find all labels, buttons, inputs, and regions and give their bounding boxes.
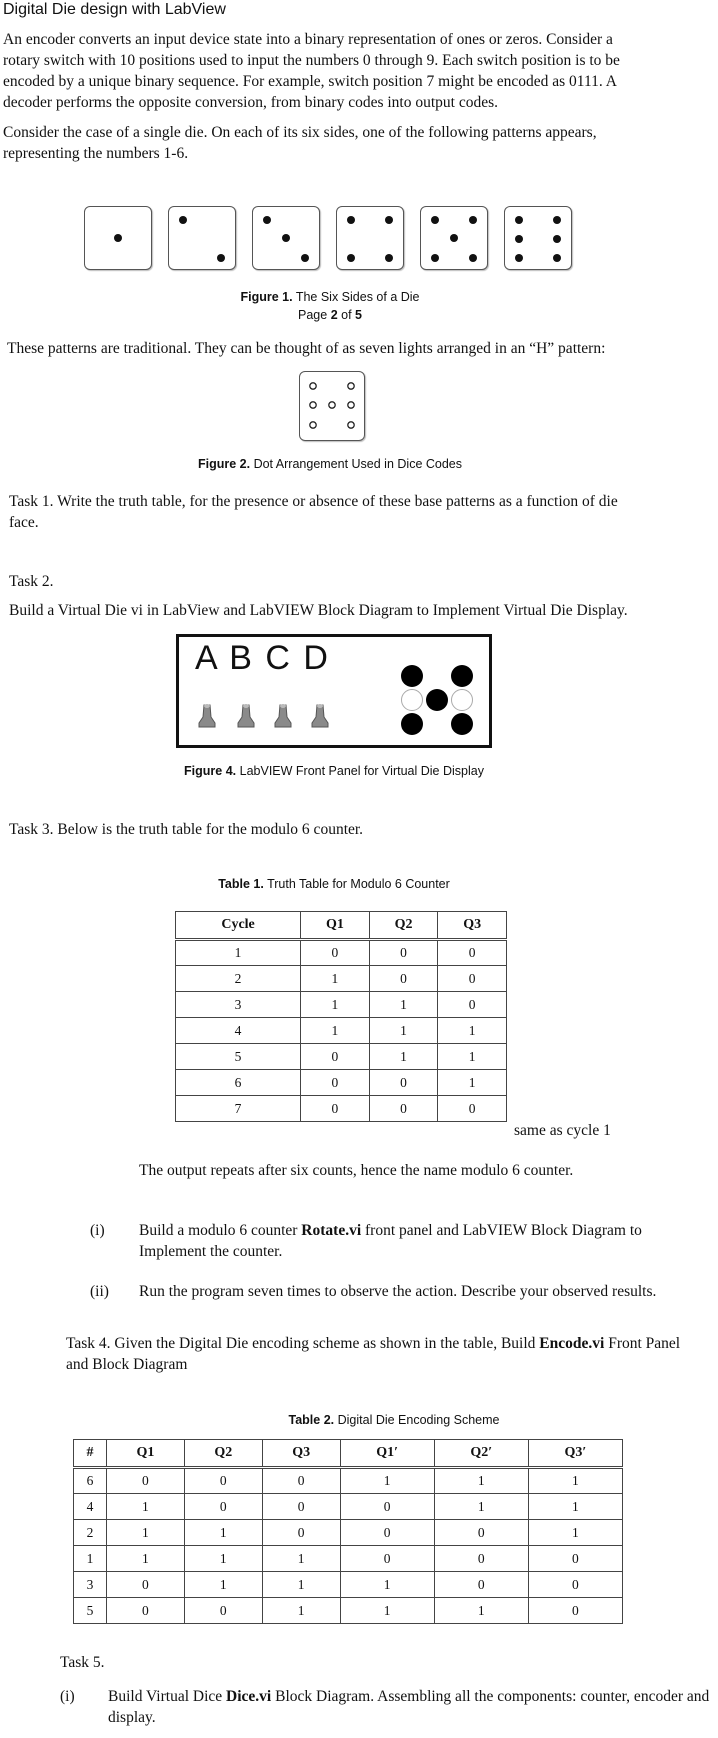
figure-2-caption: Figure 2. Dot Arrangement Used in Dice Codes — [197, 457, 462, 471]
table-cell: 1 — [369, 1044, 438, 1070]
table-cell: 1 — [369, 992, 438, 1018]
die-dot — [385, 216, 393, 224]
table-cell: 6 — [74, 1468, 107, 1494]
table-row — [74, 1468, 623, 1494]
table-cell: 0 — [262, 1494, 340, 1520]
task-3-item-1-num: (i) — [90, 1222, 105, 1239]
table-cell: 4 — [74, 1494, 107, 1520]
die-dot — [301, 254, 309, 262]
table-row — [176, 992, 507, 1018]
table-cell: 0 — [369, 1070, 438, 1096]
die-face-3 — [252, 206, 320, 270]
table-cell: 0 — [369, 966, 438, 992]
table-header: Q1 — [301, 912, 370, 940]
table-cell: 0 — [106, 1598, 184, 1624]
table-row — [176, 940, 507, 966]
table-cell: 1 — [301, 966, 370, 992]
table-cell: 1 — [434, 1494, 528, 1520]
intro-paragraph: An encoder converts an input device state into a binary representation of ones or zeros. Consider a rotary switch with 10 positions used to input the numbers 0 through 9. Each switch position is to be encoded by a unique binary sequence. For example, switch position 7 might be encoded as 0111. A decoder performs the opposite conversion, from binary codes into output codes. — [3, 31, 620, 111]
table-cell: 2 — [74, 1520, 107, 1546]
table-header: Q1′ — [340, 1440, 434, 1468]
table-cell: 0 — [528, 1598, 622, 1624]
led-center — [426, 689, 448, 711]
table-row — [176, 1070, 507, 1096]
die-dot — [553, 254, 561, 262]
table-row — [74, 1598, 623, 1624]
task-2-heading: Task 2. — [9, 573, 54, 590]
table-cell: 6 — [176, 1070, 301, 1096]
led-mid-right — [451, 689, 473, 711]
table-cell: 0 — [262, 1520, 340, 1546]
table-cell: 0 — [438, 966, 507, 992]
table-cell: 1 — [438, 1070, 507, 1096]
led-bottom-left — [401, 713, 423, 735]
table-cell: 0 — [184, 1494, 262, 1520]
table-cell: 7 — [176, 1096, 301, 1122]
table-cell: 0 — [106, 1468, 184, 1494]
figure-1-caption-text: The Six Sides of a Die — [295, 290, 420, 304]
page-current: 2 — [330, 308, 338, 322]
page-total: 5 — [355, 308, 362, 322]
task-3: Task 3. Below is the truth table for the modulo 6 counter. — [9, 821, 364, 838]
table-cell: 1 — [528, 1520, 622, 1546]
table-cell: 0 — [262, 1468, 340, 1494]
die-dot — [515, 254, 523, 262]
die-dot — [114, 234, 122, 242]
die-face-4 — [336, 206, 404, 270]
table-cell: 0 — [434, 1572, 528, 1598]
table-row — [176, 1044, 507, 1070]
indicator-bulb-icon — [197, 703, 217, 729]
die-dot — [263, 216, 271, 224]
die-dot — [469, 254, 477, 262]
table-cell: 0 — [340, 1494, 434, 1520]
figure-2-h-pattern — [299, 371, 365, 441]
table-cell: 1 — [184, 1520, 262, 1546]
indicator-bulb-icon — [310, 703, 330, 729]
table-1-note: same as cycle 1 — [514, 1122, 611, 1139]
patterns-paragraph: These patterns are traditional. They can be thought of as seven lights arranged in an “H” pattern: — [7, 340, 606, 357]
table-cell: 3 — [176, 992, 301, 1018]
table-cell: 0 — [301, 940, 370, 966]
figure-4-caption: Figure 4. LabVIEW Front Panel for Virtual Die Display — [184, 764, 484, 778]
task-3-item-2: Run the program seven times to observe the action. Describe your observed results. — [139, 1283, 657, 1300]
table-cell: 1 — [438, 1018, 507, 1044]
table-cell: 1 — [184, 1572, 262, 1598]
table-row — [176, 1018, 507, 1044]
table-cell: 0 — [438, 992, 507, 1018]
table-2-encoding-scheme — [73, 1439, 623, 1624]
table-header: Q2′ — [434, 1440, 528, 1468]
table-header: Q1 — [106, 1440, 184, 1468]
die-dot — [179, 216, 187, 224]
page-title: Digital Die design with LabView — [3, 1, 226, 18]
table-header: Q2 — [184, 1440, 262, 1468]
table-cell: 0 — [528, 1572, 622, 1598]
task-5-item: Build Virtual Dice Dice.vi Block Diagram. Assembling all the components: counter, encoder and display. — [108, 1688, 710, 1726]
table-1-modulo-counter — [175, 911, 507, 1122]
die-dot — [515, 235, 523, 243]
task-3-item-1: Build a modulo 6 counter Rotate.vi front panel and LabVIEW Block Diagram to Implement the counter. — [139, 1222, 642, 1260]
table-row — [74, 1520, 623, 1546]
led-top-right — [451, 665, 473, 687]
table-cell: 0 — [184, 1598, 262, 1624]
table-cell: 0 — [301, 1070, 370, 1096]
die-paragraph: Consider the case of a single die. On each of its six sides, one of the following patterns appears, representing the numbers 1-6. — [3, 124, 597, 162]
table-cell: 3 — [74, 1572, 107, 1598]
table-cell: 0 — [301, 1044, 370, 1070]
table-cell: 1 — [528, 1468, 622, 1494]
led-bottom-right — [451, 713, 473, 735]
table-cell: 1 — [184, 1546, 262, 1572]
table-cell: 1 — [528, 1494, 622, 1520]
die-dot — [347, 254, 355, 262]
modulo-text: The output repeats after six counts, hence the name modulo 6 counter. — [139, 1162, 574, 1179]
die-dot — [469, 216, 477, 224]
task-4: Task 4. Given the Digital Die encoding scheme as shown in the table, Build Encode.vi Front Panel and Block Diagram — [66, 1335, 681, 1373]
figure-1-label: Figure 1. — [240, 290, 293, 304]
table-cell: 0 — [184, 1468, 262, 1494]
table-cell: 0 — [528, 1546, 622, 1572]
table-cell: 1 — [106, 1520, 184, 1546]
letter-b: B — [229, 639, 254, 677]
table-header: Q2 — [369, 912, 438, 940]
table-header: # — [74, 1440, 107, 1468]
table-cell: 0 — [369, 1096, 438, 1122]
table-cell: 1 — [106, 1494, 184, 1520]
table-cell: 1 — [438, 1044, 507, 1070]
table-cell: 0 — [301, 1096, 370, 1122]
table-cell: 0 — [106, 1572, 184, 1598]
table-2-caption: Table 2. Digital Die Encoding Scheme — [288, 1413, 500, 1427]
table-cell: 1 — [262, 1598, 340, 1624]
table-cell: 1 — [301, 1018, 370, 1044]
figure-1-caption — [130, 290, 530, 304]
table-cell: 1 — [340, 1572, 434, 1598]
task-3-item-2-num: (ii) — [90, 1283, 109, 1300]
led-top-left — [401, 665, 423, 687]
table-cell: 1 — [262, 1546, 340, 1572]
table-cell: 1 — [301, 992, 370, 1018]
table-cell: 5 — [176, 1044, 301, 1070]
die-dot — [553, 235, 561, 243]
table-cell: 5 — [74, 1598, 107, 1624]
h-pattern-dots — [300, 372, 364, 440]
letter-d: D — [303, 639, 330, 677]
table-cell: 0 — [340, 1520, 434, 1546]
table-cell: 2 — [176, 966, 301, 992]
table-cell: 4 — [176, 1018, 301, 1044]
table-cell: 1 — [340, 1468, 434, 1494]
table-cell: 1 — [106, 1546, 184, 1572]
die-dot — [515, 216, 523, 224]
led-mid-left — [401, 689, 423, 711]
task-5-heading: Task 5. — [60, 1654, 105, 1671]
die-face-6 — [504, 206, 572, 270]
table-cell: 1 — [434, 1598, 528, 1624]
table-header: Q3 — [262, 1440, 340, 1468]
table-cell: 1 — [434, 1468, 528, 1494]
die-face-1 — [84, 206, 152, 270]
table-cell: 0 — [438, 940, 507, 966]
table-cell: 0 — [340, 1546, 434, 1572]
table-cell: 1 — [262, 1572, 340, 1598]
table-row — [74, 1546, 623, 1572]
table-cell: 1 — [74, 1546, 107, 1572]
die-face-5 — [420, 206, 488, 270]
die-dot — [553, 216, 561, 224]
table-row — [74, 1572, 623, 1598]
table-row — [176, 1096, 507, 1122]
die-dot — [217, 254, 225, 262]
table-header: Q3′ — [528, 1440, 622, 1468]
panel-letters — [195, 639, 330, 678]
table-cell: 0 — [438, 1096, 507, 1122]
die-dot — [431, 216, 439, 224]
table-cell: 1 — [176, 940, 301, 966]
indicator-bulb-icon — [236, 703, 256, 729]
die-dot — [282, 234, 290, 242]
table-header: Cycle — [176, 912, 301, 940]
task-2-text: Build a Virtual Die vi in LabView and LabVIEW Block Diagram to Implement Virtual Die Display. — [9, 602, 628, 619]
table-cell: 0 — [369, 940, 438, 966]
letter-c: C — [265, 639, 292, 677]
task-5-item-num: (i) — [60, 1688, 75, 1705]
die-dot — [431, 254, 439, 262]
table-cell: 0 — [434, 1546, 528, 1572]
letter-a: A — [195, 639, 218, 677]
die-dot — [385, 254, 393, 262]
table-cell: 0 — [434, 1520, 528, 1546]
task-1: Task 1. Write the truth table, for the presence or absence of these base patterns as a function of die face. — [9, 493, 618, 531]
table-row — [176, 966, 507, 992]
indicator-bulb-icon — [273, 703, 293, 729]
table-1-caption: Table 1. Truth Table for Modulo 6 Counter — [218, 877, 450, 891]
die-dot — [450, 234, 458, 242]
table-row — [74, 1494, 623, 1520]
die-dot — [347, 216, 355, 224]
labview-front-panel — [176, 634, 492, 748]
table-header: Q3 — [438, 912, 507, 940]
table-cell: 1 — [369, 1018, 438, 1044]
page-indicator: Page 2 of 5 — [298, 308, 362, 322]
die-face-2 — [168, 206, 236, 270]
table-cell: 1 — [340, 1598, 434, 1624]
